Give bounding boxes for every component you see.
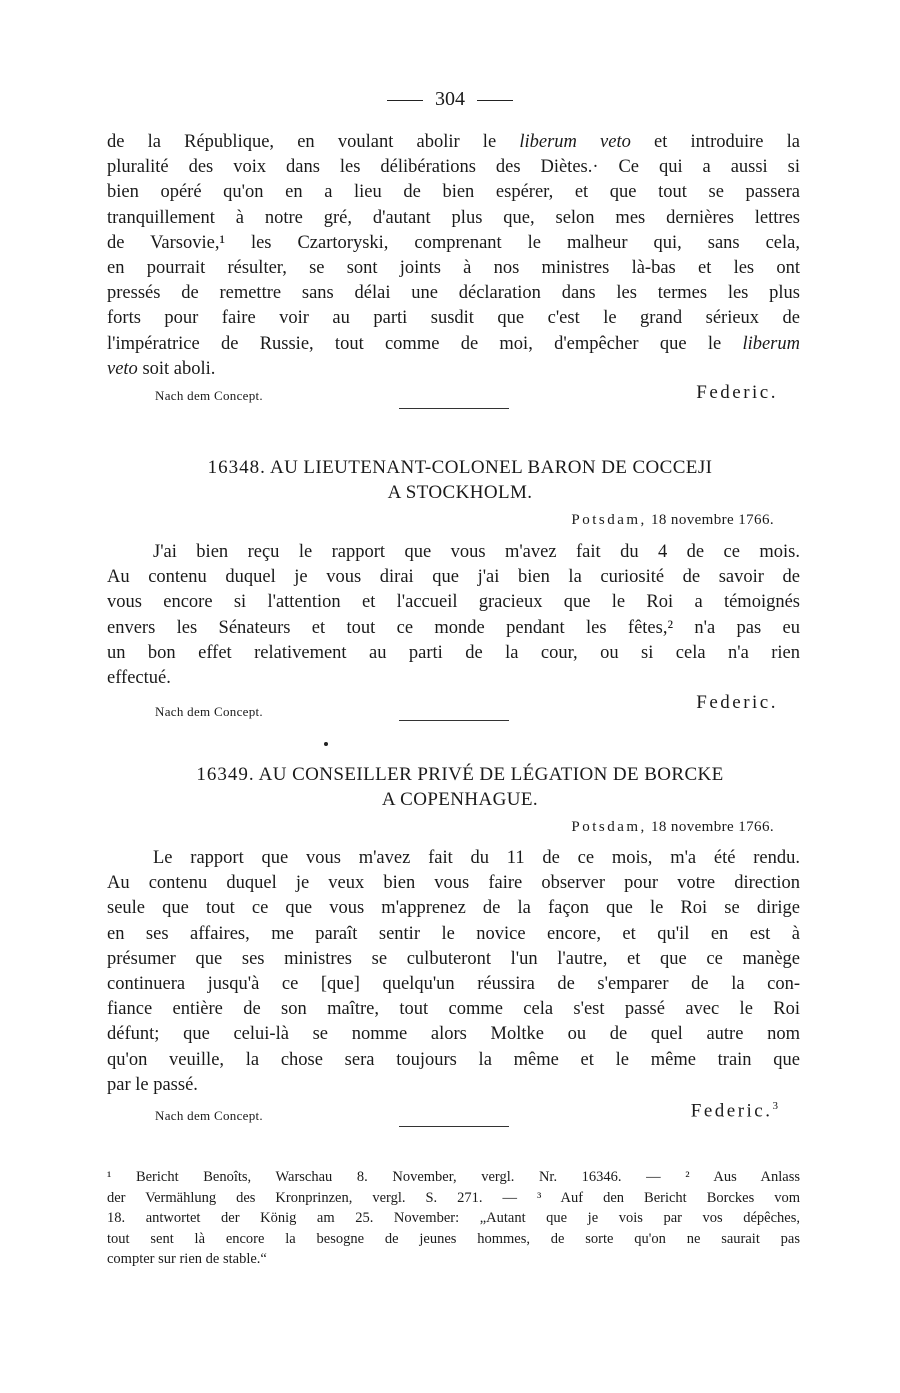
text-line xyxy=(107,540,800,565)
text-segment: Au contenu duquel je veux bien vous faire observer pour votre direction xyxy=(107,873,800,894)
text-segment: soit aboli. xyxy=(137,358,216,379)
text-line xyxy=(107,155,800,180)
footnotes xyxy=(107,1167,800,1270)
text-segment: vous encore si l'attention et l'accueil gracieux que le Roi a témoignés xyxy=(107,592,800,613)
signature: Federic. xyxy=(696,382,778,403)
source-note: Nach dem Concept. xyxy=(155,704,263,719)
text-line xyxy=(107,1048,800,1073)
footnote-line: 18. antwortet der König am 25. November: „Autant que je vois par vos dépêches, xyxy=(107,1210,800,1227)
text-line xyxy=(107,281,800,306)
text-line xyxy=(107,871,800,896)
page-number-rule-right xyxy=(477,100,513,101)
text-segment: pressés de remettre sans délai une déclaration dans les termes les plus xyxy=(107,283,800,304)
text-segment: un bon effet relativement au parti de la cour, ou si cela n'a rien xyxy=(107,642,800,663)
text-line xyxy=(107,947,800,972)
footnote-line: der Vermählung des Kronprinzen, vergl. S. 271. — ³ Auf den Bericht Borckes vom xyxy=(107,1189,800,1206)
continuation-paragraph xyxy=(107,130,800,382)
text-segment: tranquillement à notre gré, d'autant plus que, selon mes dernières lettres xyxy=(107,207,800,228)
text-segment: continuera jusqu'à ce [que] quelqu'un réussira de s'emparer de la con- xyxy=(107,974,800,995)
letter-place: Potsdam, xyxy=(571,512,647,528)
letter-date-text: 18 novembre 1766. xyxy=(650,819,774,835)
letter-heading xyxy=(120,455,800,505)
letter-number: 16349. xyxy=(196,764,255,785)
text-segment: pluralité des voix dans les délibérations des Diètes.· Ce qui a aussi si xyxy=(107,157,800,178)
letter-closing xyxy=(107,1100,800,1126)
text-line xyxy=(107,306,800,331)
text-line xyxy=(107,846,800,871)
text-line xyxy=(107,972,800,997)
letter-date xyxy=(571,819,774,836)
text-segment: J'ai bien reçu le rapport que vous m'avez fait du 4 de ce mois. xyxy=(153,542,800,562)
text-line xyxy=(107,1022,800,1047)
text-line xyxy=(107,206,800,231)
letter-addressee: AU LIEUTENANT-COLONEL BARON DE COCCEJI xyxy=(270,457,713,478)
text-segment: forts pour faire voir au parti susdit que c'est le grand sérieux de xyxy=(107,308,800,329)
separator-rule xyxy=(399,1126,509,1127)
text-segment: par le passé. xyxy=(107,1074,198,1095)
page-number-rule-left xyxy=(387,100,423,101)
stray-mark xyxy=(324,742,328,746)
text-segment: qu'on veuille, la chose sera toujours la même et le même train que xyxy=(107,1049,800,1070)
text-segment: envers les Sénateurs et tout ce monde pendant les fêtes,² n'a pas eu xyxy=(107,617,800,638)
text-segment: et introduire la xyxy=(630,132,800,152)
text-line xyxy=(107,590,800,615)
text-segment: en pourrait résulter, se sont joints à nos ministres là-bas et les ont xyxy=(107,258,800,279)
source-note: Nach dem Concept. xyxy=(155,388,263,403)
letter-destination: A COPENHAGUE. xyxy=(381,789,539,810)
text-segment: bien opéré qu'on en a lieu de bien espérer, et que tout se passera xyxy=(107,182,800,203)
text-segment: défunt; que celui-là se nomme alors Moltke ou de quel autre nom xyxy=(107,1024,800,1045)
text-line xyxy=(107,357,800,382)
text-line xyxy=(107,641,800,666)
italic-term: liberum veto xyxy=(519,132,631,152)
footnote-ref: 3 xyxy=(772,1100,778,1112)
letter-date xyxy=(571,512,774,529)
letter-date-text: 18 novembre 1766. xyxy=(650,512,774,528)
footnote-line: ¹ Bericht Benoîts, Warschau 8. November, vergl. Nr. 16346. — ² Aus Anlass xyxy=(107,1169,800,1185)
text-line xyxy=(107,256,800,281)
letter-addressee: AU CONSEILLER PRIVÉ DE LÉGATION DE BORCKE xyxy=(258,764,724,785)
page-number xyxy=(0,86,900,112)
text-segment: effectué. xyxy=(107,668,171,689)
text-segment: seule que tout ce que vous m'apprenez de la façon que le Roi se dirige xyxy=(107,898,800,919)
text-line xyxy=(107,130,800,155)
text-line xyxy=(107,332,800,357)
text-line xyxy=(107,896,800,921)
signature xyxy=(691,1100,778,1122)
source-note: Nach dem Concept. xyxy=(155,1108,263,1123)
continuation-closing xyxy=(107,382,800,408)
letter-body xyxy=(107,540,800,691)
footnote-line: tout sent là encore la besogne de jeunes hommes, de sorte qu'on ne saurait pas xyxy=(107,1230,800,1247)
text-line xyxy=(107,565,800,590)
text-line xyxy=(107,180,800,205)
letter-closing xyxy=(107,692,800,718)
text-line xyxy=(107,666,800,691)
separator-rule xyxy=(399,408,509,409)
text-line xyxy=(107,616,800,641)
text-segment: de Varsovie,¹ les Czartoryski, comprenant le malheur qui, sans cela, xyxy=(107,232,800,253)
italic-term: veto xyxy=(107,358,138,379)
text-segment: Au contenu duquel je vous dirai que j'ai bien la curiosité de savoir de xyxy=(107,567,800,588)
text-line xyxy=(107,231,800,256)
italic-term: liberum xyxy=(742,333,800,354)
letter-destination: A STOCKHOLM. xyxy=(387,482,533,503)
page-number-text: 304 xyxy=(435,88,465,110)
footnote-line: compter sur rien de stable.“ xyxy=(107,1251,267,1268)
text-segment: l'impératrice de Russie, tout comme de moi, d'empêcher que le xyxy=(107,333,743,354)
letter-place: Potsdam, xyxy=(571,819,647,835)
letter-number: 16348. xyxy=(207,457,266,478)
letter-heading xyxy=(120,762,800,812)
signature-text: Federic. xyxy=(690,1100,773,1122)
separator-rule xyxy=(399,720,509,721)
text-segment: en ses affaires, me paraît sentir le novice encore, et qu'il en est à xyxy=(107,923,800,944)
text-line xyxy=(107,997,800,1022)
text-segment: Le rapport que vous m'avez fait du 11 de ce mois, m'a été rendu. xyxy=(153,848,800,868)
letter-body xyxy=(107,846,800,1098)
text-segment: de la République, en voulant abolir le xyxy=(107,132,520,152)
signature: Federic. xyxy=(696,692,778,713)
text-segment: fiance entière de son maître, tout comme cela s'est passé avec le Roi xyxy=(107,999,800,1020)
text-line xyxy=(107,1073,800,1098)
text-line xyxy=(107,922,800,947)
text-segment: présumer que ses ministres se culbuteront l'un l'autre, et que ce manège xyxy=(107,948,800,969)
